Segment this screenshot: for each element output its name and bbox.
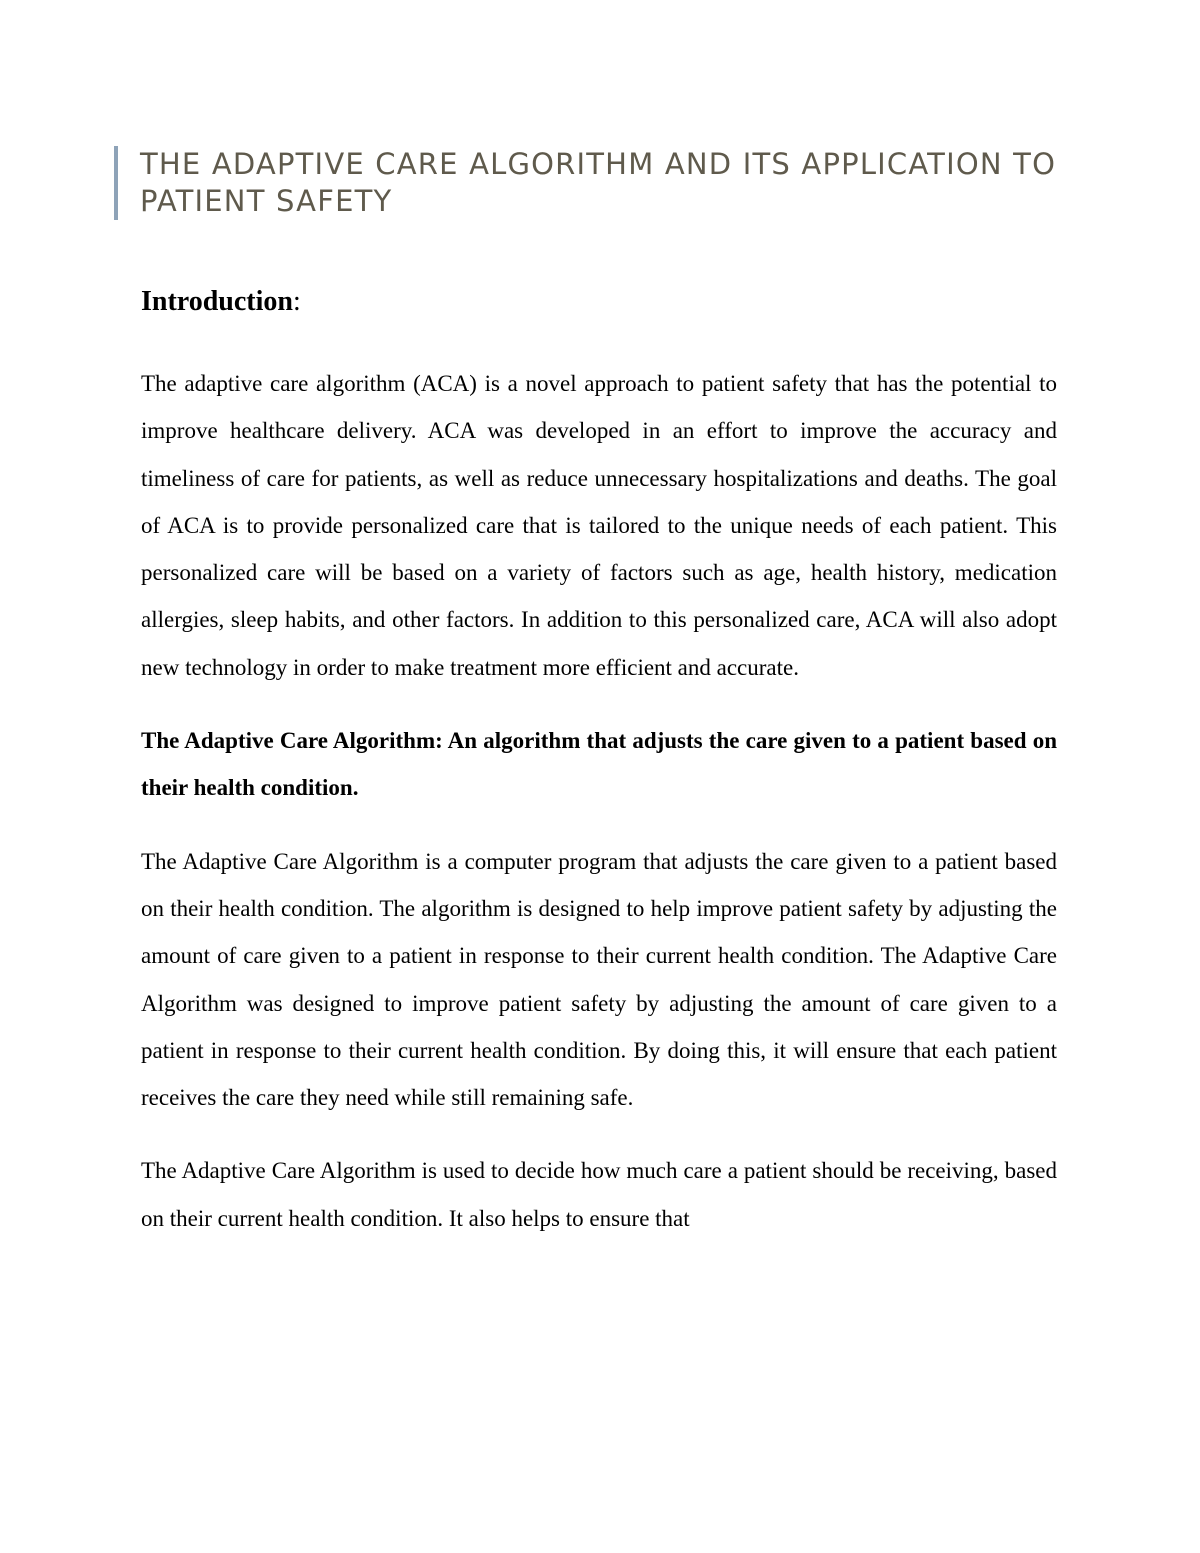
algorithm-description-paragraph: The Adaptive Care Algorithm is a computer program that adjusts the care given to a patient based on their health condition. The algorithm is designed to help improve patient safety by adjusting the amount of care given to a patient in response to their current health condition. The Adaptive Care Algorithm was designed to improve patient safety by adjusting the amount of care given to a patient in response to their current health condition. By doing this, it will ensure that each patient receives the care they need while still remaining safe. xyxy=(141,848,1057,1111)
document-title: THE ADAPTIVE CARE ALGORITHM AND ITS APPLICATION TO PATIENT SAFETY xyxy=(140,147,1057,218)
introduction-paragraph: The adaptive care algorithm (ACA) is a novel approach to patient safety that has the potential to improve healthcare delivery. ACA was developed in an effort to improve the accuracy and timeliness of care for patients, as well as reduce unnecessary hospitalizations and deaths. The goal of ACA is to provide personalized care that is tailored to the unique needs of each patient. This personalized care will be based on a variety of factors such as age, health history, medication allergies, sleep habits, and other factors. In addition to this personalized care, ACA will also adopt new technology in order to make treatment more efficient and accurate. xyxy=(141,371,1057,680)
introduction-heading-colon: : xyxy=(292,286,301,317)
algorithm-usage-paragraph: The Adaptive Care Algorithm is used to decide how much care a patient should be receiving, based on their current health condition. It also helps to ensure that xyxy=(141,1158,1057,1231)
title-block xyxy=(114,146,1074,220)
introduction-heading-text: Introduction xyxy=(141,286,293,317)
section-heading-adaptive-care-algorithm: The Adaptive Care Algorithm: An algorithm that adjusts the care given to a patient based on their health condition. xyxy=(141,728,1057,801)
introduction-heading xyxy=(141,282,1057,322)
document-body xyxy=(141,282,1057,1268)
